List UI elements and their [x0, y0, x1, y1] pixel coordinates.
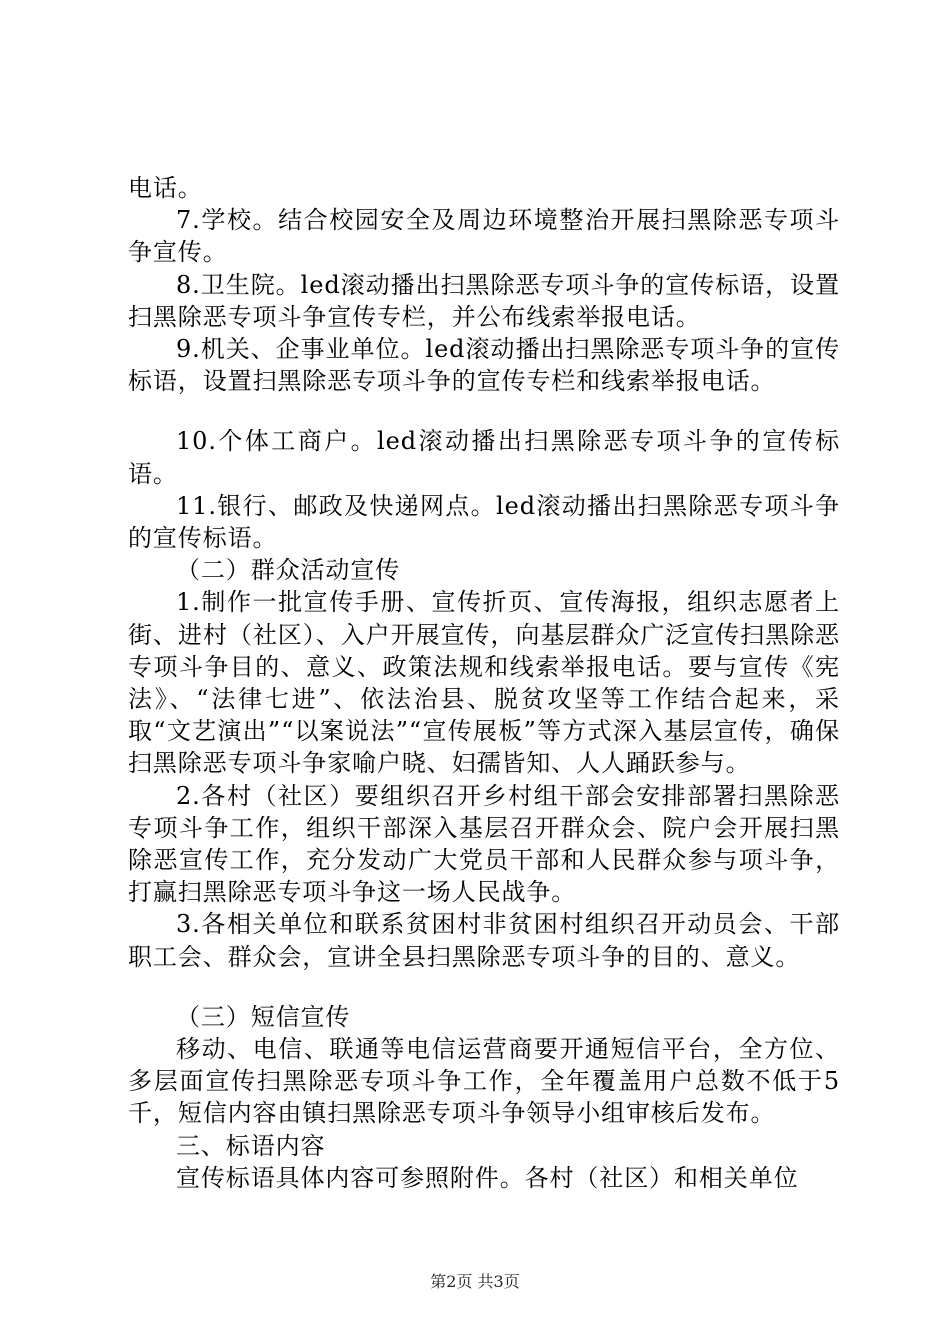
page-footer: 第2页 共3页 [430, 1272, 520, 1291]
section-heading-2: （二）群众活动宣传 [176, 556, 401, 585]
paragraph-item-10: 10.个体工商户。led滚动播出扫黑除恶专项斗争的宣传标语。 [128, 427, 840, 488]
paragraph-item-11: 11.银行、邮政及快递网点。led滚动播出扫黑除恶专项斗争的宣传标语。 [128, 491, 840, 553]
paragraph-item-9: 9.机关、企事业单位。led滚动播出扫黑除恶专项斗争的宣传标语，设置扫黑除恶专项斗争的宣传专栏和线索举报电话。 [128, 335, 840, 396]
section-heading-3: （三）短信宣传 [176, 1002, 351, 1031]
section-heading-slogans: 三、标语内容 [176, 1131, 326, 1160]
paragraph-slogans: 宣传标语具体内容可参照附件。各村（社区）和相关单位 [176, 1163, 799, 1192]
paragraph-item-8: 8.卫生院。led滚动播出扫黑除恶专项斗争的宣传标语，设置扫黑除恶专项斗争宣传专栏，并公布线索举报电话。 [128, 270, 840, 331]
paragraph-activity-1: 1.制作一批宣传手册、宣传折页、宣传海报，组织志愿者上街、进村（社区）、入户开展宣传，向基层群众广泛宣传扫黑除恶专项斗争目的、意义、政策法规和线索举报电话。要与宣传《宪法》、“法律七进”、依法治县、脱贫攻坚等工作结合起来，采取“文艺演出”“以案说法”“宣传展板”等方式深入基层宣传，确保扫黑除恶专项斗争家喻户晓、妇孺皆知、人人踊跃参与。 [128, 588, 840, 778]
paragraph-item-7: 7.学校。结合校园安全及周边环境整治开展扫黑除恶专项斗争宣传。 [128, 206, 840, 267]
paragraph-continuation: 电话。 [128, 174, 203, 202]
paragraph-sms: 移动、电信、联通等电信运营商要开通短信平台，全方位、多层面宣传扫黑除恶专项斗争工作，全年覆盖用户总数不低于5千，短信内容由镇扫黑除恶专项斗争领导小组审核后发布。 [128, 1035, 840, 1128]
paragraph-activity-2: 2.各村（社区）要组织召开乡村组干部会安排部署扫黑除恶专项斗争工作，组织干部深入基层召开群众会、院户会开展扫黑除恶宣传工作，充分发动广大党员干部和人民群众参与项斗争，打赢扫黑除恶专项斗争这一场人民战争。 [128, 781, 840, 907]
paragraph-activity-3: 3.各相关单位和联系贫困村非贫困村组织召开动员会、干部职工会、群众会，宣讲全县扫黑除恶专项斗争的目的、意义。 [128, 910, 840, 971]
document-body [128, 172, 840, 1194]
